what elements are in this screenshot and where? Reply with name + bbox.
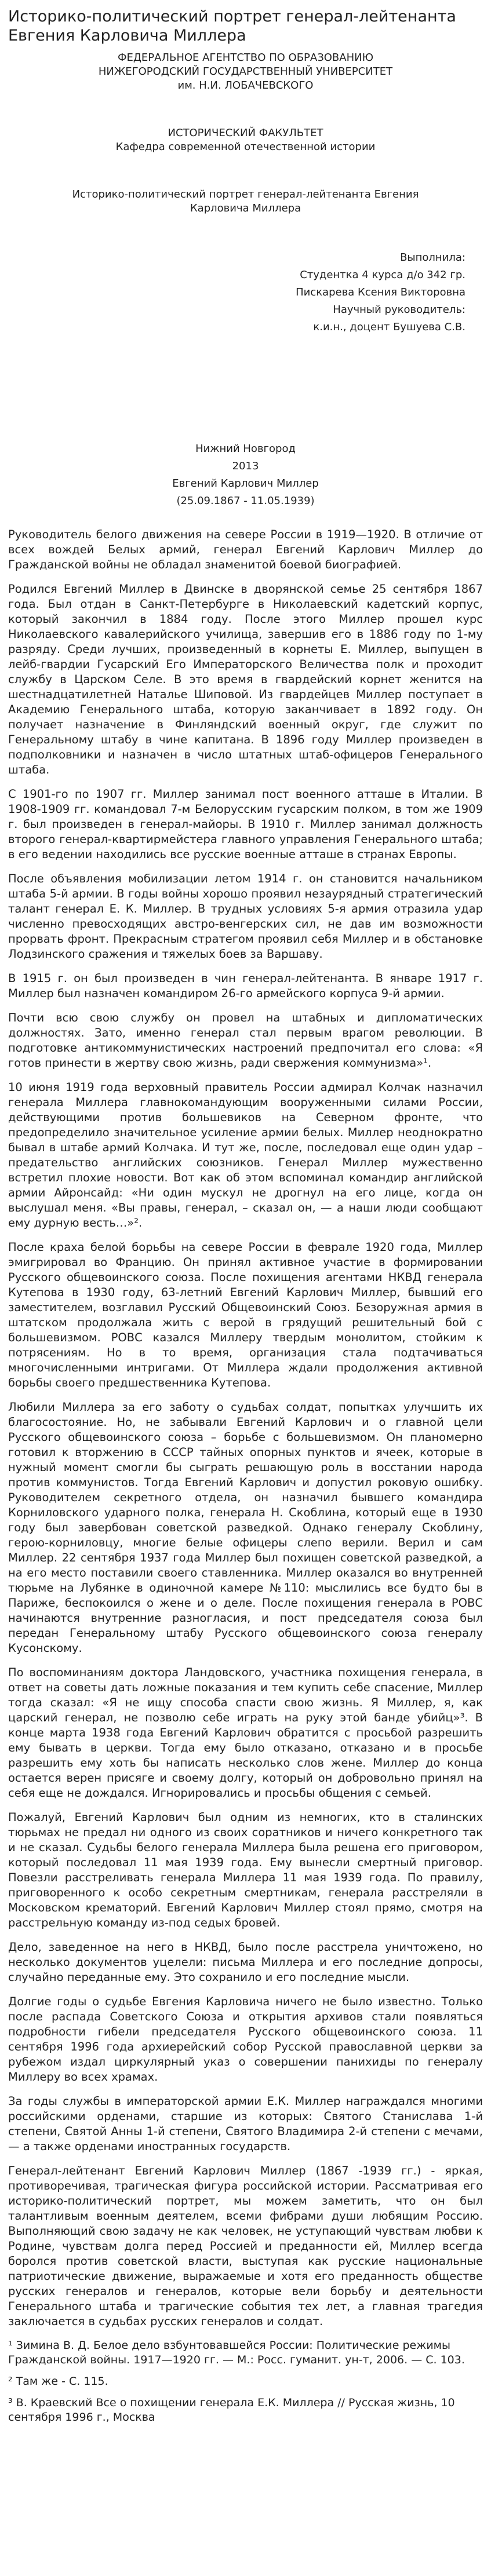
paragraph: Пожалуй, Евгений Карлович был одним из немногих, кто в сталинских тюрьмах не предал ни одного из своих соратников и ничего конкретного так и не сказал. Судьбы белого генерала Миллера была решена его приговором, который последовал 11 мая 1939 года. Ему вынесли смертный приговор. Повезли расстреливать генерала Миллера 11 мая 1939 года. По правилу, приговоренного к особо секретным смертникам, генерала расстреляли в Московском крематорий. Евгений Карлович Миллер стоял прямо, смотря на расстрельную команду из-под седых бровей. — [8, 1811, 483, 1929]
named-after-line: им. Н.И. ЛОБАЧЕВСКОГО — [177, 79, 314, 92]
university-line: НИЖЕГОРОДСКИЙ ГОСУДАРСТВЕННЫЙ УНИВЕРСИТЕТ — [98, 65, 393, 78]
paragraph: Родился Евгений Миллер в Двинске в дворянской семье 25 сентября 1867 года. Был отдан в Санкт-Петербурге в Николаевский кадетский корпус, который закончил в 1884 году. После этого Миллер прошел курс Николаевского кавалерийского училища, завершив его в 1886 году по 1-му разряду. Среди лучших, произведенный в корнеты Е. Миллер, выпущен в лейб-гвардии Гусарский Его Императорского Величества полк и проходит службу в Царском Селе. В это время в гвардейский корнет женится на шестнадцатилетней Наталье Шиповой. Из гвардейцев Миллер поступает в Академию Генерального штаба, которую заканчивает в 1892 году. Он получает назначение в Финляндский военный округ, где служит по Генеральному штабу в чине капитана. В 1896 году Миллер произведен в подполковники и назначен в число штатных штаб-офицеров Генерального штаба. — [8, 582, 483, 776]
supervisor-name: к.и.н., доцент Бушуева С.В. — [313, 321, 465, 333]
paragraph: В 1915 г. он был произведен в чин генерал-лейтенанта. В январе 1917 г. Миллер был назначен командиром 26-го армейского корпуса 9-й армии. — [8, 972, 483, 1000]
supervisor-label: Научный руководитель: — [333, 304, 465, 316]
year-line: 2013 — [232, 460, 259, 472]
paragraph: По воспоминаниям доктора Ландовского, участника похищения генерала, в ответ на советы дать ложные показания и тем купить себе спасение, Миллер тогда сказал: «Я не ищу способа спасти свою жизнь. Я Миллер, я, как царский генерал, не позволю себе играть на руку этой банде убийц»³. В конце марта 1938 года Евгений Карлович обратится с просьбой разрешить ему бывать в церкви. Тогда ему было отказано, отказано и в просьбе разрешить ему хоть бы написать несколько слов жене. Миллер до конца остается верен присяге и своему долгу, который он добровольно принял на себя еще не дождался. Игнорировались и просьбы общения с семьей. — [8, 1666, 483, 1800]
paragraph: За годы службы в императорской армии Е.К. Миллер награждался многими российскими орденами, старшие из которых: Святого Станислава 1-й степени, Святой Анны 1-й степени, Святого Владимира 2-й степени с мечами, — а также орденами иностранных государств. — [8, 2095, 483, 2153]
footnote: ² Там же - С. 115. — [8, 2375, 108, 2388]
student-course: Студентка 4 курса д/о 342 гр. — [300, 269, 465, 281]
work-title: Историко-политический портрет генерал-лейтенанта Евгения Карловича Миллера — [72, 188, 419, 214]
paragraph: С 1901-го по 1907 гг. Миллер занимал пост военного атташе в Италии. В 1908-1909 гг. командовал 7-м Белорусским гусарским полком, в том же 1909 г. был произведен в генерал-майоры. В 1910 г. Миллер занимал должность второго генерал-квартирмейстера главного управления Генерального штаба; в его ведении находились все русские военные атташе в странах Европы. — [8, 787, 483, 861]
subject-line: Евгений Карлович Миллер — [172, 477, 319, 490]
department-line: Кафедра современной отечественной истории — [115, 141, 376, 153]
agency-line: ФЕДЕРАЛЬНОЕ АГЕНТСТВО ПО ОБРАЗОВАНИЮ — [117, 52, 374, 64]
paragraph: 10 июня 1919 года верховный правитель России адмирал Колчак назначил генерала Миллера главнокомандующим вооруженными силами России, действующими против большевиков на Северном фронте, что предопределило значительное усиление армии белых. Миллер неоднократно бывал в штабе армий Колчака. И тут же, после, последовал еще один удар – предательство английских союзников. Генерал Миллер мужественно встретил плохие новости. Вот как об этом вспоминал командир английской армии Айронсайд: «Ни один мускул не дрогнул на его лице, когда он выслушал меня. «Вы правы, генерал, – сказал он, — а наши люди сообщают ему дурную весть…»². — [8, 1081, 483, 1229]
paragraph: После объявления мобилизации летом 1914 г. он становится начальником штаба 5-й армии. В годы войны хорошо проявил незаурядный стратегический талант генерал Е. К. Миллер. В трудных условиях 5-я армия отразила удар численно превосходящих австро-венгерских сил, не дав им возможности прорвать фронт. Прекрасным стратегом проявил себя Миллер и в обстановке Лодзинского сражения и тяжелых боев за Варшаву. — [8, 872, 483, 961]
paragraph: Почти всю свою службу он провел на штабных и дипломатических должностях. Зато, именно генерал стал первым врагом революции. В подготовке антикоммунистических настроений предпочитал его слова: «Я готов принести в жертву свою жизнь, ради свержения коммунизма»¹. — [8, 1011, 483, 1070]
faculty-line: ИСТОРИЧЕСКИЙ ФАКУЛЬТЕТ — [168, 127, 323, 139]
student-name: Пискарева Ксения Викторовна — [296, 286, 465, 298]
footnote: ¹ Зимина В. Д. Белое дело взбунтовавшейся России: Политические режимы Гражданской войны. 1917—1920 гг. — М.: Росс. гуманит. ун-т, 2006. — С. 103. — [8, 2339, 465, 2366]
dates-line: (25.09.1867 - 11.05.1939) — [176, 495, 315, 507]
paragraph: После краха белой борьбы на севере России в феврале 1920 года, Миллер эмигрировал во Францию. Он принял активное участие в формировании Русского общевоинского союза. После похищения агентами НКВД генерала Кутепова в 1930 году, 63-летний Евгений Карлович Миллер, бывший его заместителем, возглавил Русский Общевоинский Союз. Безоружная армия в штатском продолжала жить с верой в грядущий решительный бой с большевизмом. РОВС казался Миллеру твердым монолитом, стойким к потрясениям. Но в то время, организация стала подтачиваться многочисленными интригами. От Миллера ждали продолжения активной борьбы своего предшественника Кутепова. — [8, 1240, 483, 1389]
footnotes — [8, 2338, 483, 2425]
paragraph: Генерал-лейтенант Евгений Карлович Миллер (1867 -1939 гг.) - яркая, противоречивая, трагическая фигура российской истории. Рассматривая его историко-политический портрет, мы можем заметить, что он был талантливым военным деятелем, всеми фибрами души любящим Россию. Выполняющий свою задачу не как человек, не уступающий чувствам любви к Родине, чувствам долга перед Россией и преданности ей, Миллер всегда боролся против советской власти, выступая как русские национальные патриотические движение, выражаемые и хотя его преданность обществе русских генералов и генералов, которые вели борьбу и деятельности Генерального штаба и трагические события тех лет, а главная трагедия заключается в судьбах русских генералов и солдат. — [8, 2164, 483, 2328]
paragraph: Руководитель белого движения на севере России в 1919—1920. В отличие от всех вождей Белых армий, генерал Евгений Карлович Миллер до Гражданской войны не обладал знаменитой боевой биографией. — [8, 528, 483, 571]
city-line: Нижний Новгород — [195, 443, 296, 455]
performed-label: Выполнила: — [400, 251, 465, 264]
article-body — [8, 527, 483, 2329]
paragraph: Дело, заведенное на него в НКВД, было после расстрела уничтожено, но несколько документов уцелели: письма Миллера и его последние допросы, случайно переданные ему. Это сохранило и его последние мысли. — [8, 1940, 483, 1984]
paragraph: Любили Миллера за его заботу о судьбах солдат, попытках улучшить их благосостояние. Но, не забывали Евгений Карлович и о главной цели Русского общевоинского союза – борьбе с большевизмом. Он планомерно готовил к вторжению в СССР тайных опорных пунктов и ячеек, которые в нужный момент смогли бы сыграть решающую роль в восстании народа против коммунистов. Тогда Евгений Карлович и допустил роковую ошибку. Руководителем секретного отдела, он назначил бывшего командира Корниловского ударного полка, генерала Н. Скоблина, который еще в 1930 году был завербован советской разведкой. Однако генералу Скоблину, герою-корниловцу, многие белые офицеры слепо верили. Верил и сам Миллер. 22 сентября 1937 года Миллер был похищен советской разведкой, а на его место поставили своего ставленника. Миллер оказался во внутренней тюрьме на Лубянке в одиночной камере №110: мыслились все будто бы в Париже, беспокоился о жене и о деле. После похищения генерала в РОВС начинаются внутренние разногласия, и пост председателя союза был передан Генеральному штабу Русского общевоинского союза генералу Кусонскому. — [8, 1400, 483, 1655]
footnote: ³ В. Краевский Все о похищении генерала Е.К. Миллера // Русская жизнь, 10 сентября 1996 г., Москва — [8, 2396, 455, 2424]
paragraph: Долгие годы о судьбе Евгения Карловича ничего не было известно. Только после распада Советского Союза и открытия архивов стали появляться подробности гибели председателя Русского общевоинского союза. 11 сентября 1996 года архиерейский собор Русской православной церкви за рубежом издал циркулярный указ о совершении панихиды по генералу Миллеру во всех храмах. — [8, 1995, 483, 2084]
document-title: Историко-политический портрет генерал-лейтенанта Евгения Карловича Миллера — [8, 8, 456, 45]
